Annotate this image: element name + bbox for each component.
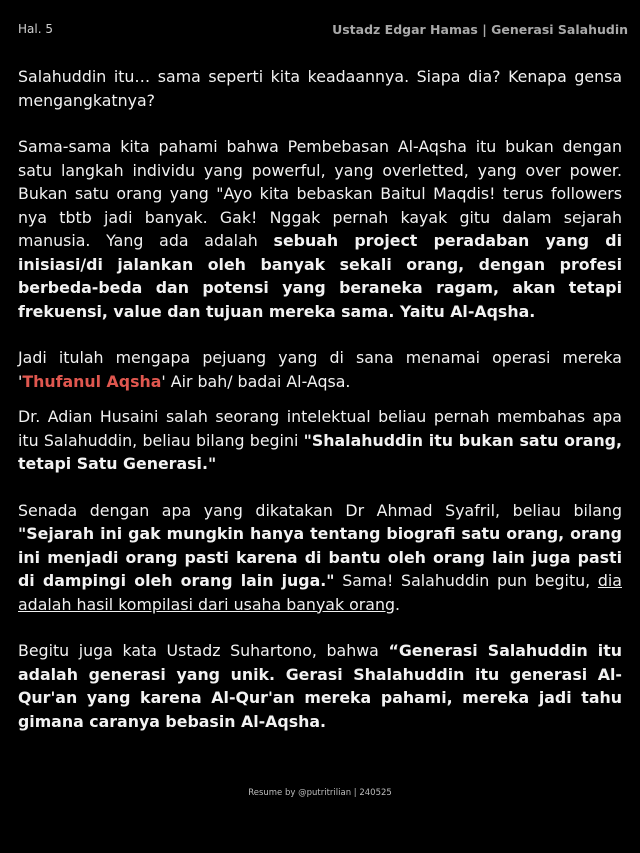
page-header xyxy=(18,22,628,40)
paragraph-adian-husaini xyxy=(18,405,622,476)
paragraph-adian-quote: "Shalahuddin itu bukan satu orang, tetapi Satu Generasi." xyxy=(18,430,622,473)
article-body xyxy=(18,65,622,733)
paragraph-pembebasan-text: Sama-sama kita pahami bahwa Pembebasan Al-Aqsha itu bukan dengan satu langkah individu yang powerful, yang overletted, yang over power. Bukan satu orang yang "Ayo kita bebaskan Baitul Maqdis! terus followers nya tbtb jadi banyak. Gak! Nggak pernah kayak gitu dalam sejarah manusia. Yang ada adalah xyxy=(18,137,622,250)
paragraph-pembebasan xyxy=(18,135,622,323)
paragraph-syafril-underlined: dia adalah hasil kompilasi dari usaha banyak orang xyxy=(18,571,622,614)
operation-name-highlight: Thufanul Aqsha xyxy=(22,371,162,391)
footer-credit: Resume by @putritrilian | 240525 xyxy=(248,788,392,798)
paragraph-syafril-after: Sama! Salahuddin pun begitu, xyxy=(334,571,598,590)
page-number: Hal. 5 xyxy=(18,22,53,36)
paragraph-syafril-end: . xyxy=(395,594,401,614)
paragraph-syafril-text: Senada dengan apa yang dikatakan Dr Ahmad Syafril, beliau bilang xyxy=(18,500,622,520)
paragraph-adian-text: Dr. Adian Husaini salah seorang intelektual beliau pernah membahas apa itu Salahuddin, beliau bilang begini xyxy=(18,407,622,450)
paragraph-intro: Salahuddin itu… sama seperti kita keadaannya. Siapa dia? Kenapa gensa mengangkatnya? xyxy=(18,67,622,110)
paragraph-suhartono-text: Begitu juga kata Ustadz Suhartono, bahwa xyxy=(18,641,389,660)
paragraph-syafril-quote: "Sejarah ini gak mungkin hanya tentang biografi satu orang, orang ini menjadi orang pasti karena di bantu oleh orang lain juga pasti di dampingi oleh orang lain juga." xyxy=(18,524,622,590)
paragraph-pembebasan-bold: sebuah project peradaban yang di inisiasi/di jalankan oleh banyak sekali orang, dengan profesi berbeda-beda dan potensi yang beraneka ragam, akan tetapi frekuensi, value dan tujuan mereka sama. Yaitu Al-Aqsha. xyxy=(18,231,622,321)
paragraph-operasi xyxy=(18,346,622,393)
paragraph-operasi-before: Jadi itulah mengapa pejuang yang di sana menamai operasi mereka ' xyxy=(18,348,622,391)
paragraph-ahmad-syafril xyxy=(18,499,622,617)
paragraph-suhartono xyxy=(18,639,622,733)
paragraph-operasi-after: ' Air bah/ badai Al-Aqsa. xyxy=(161,371,351,391)
author-title: Ustadz Edgar Hamas | Generasi Salahudin xyxy=(332,22,628,37)
paragraph-suhartono-quote: “Generasi Salahuddin itu adalah generasi yang unik. Gerasi Shalahuddin itu generasi Al-Qur'an yang karena Al-Qur'an mereka pahami, mereka jadi tahu gimana caranya bebasin Al-Aqsha. xyxy=(18,641,622,731)
